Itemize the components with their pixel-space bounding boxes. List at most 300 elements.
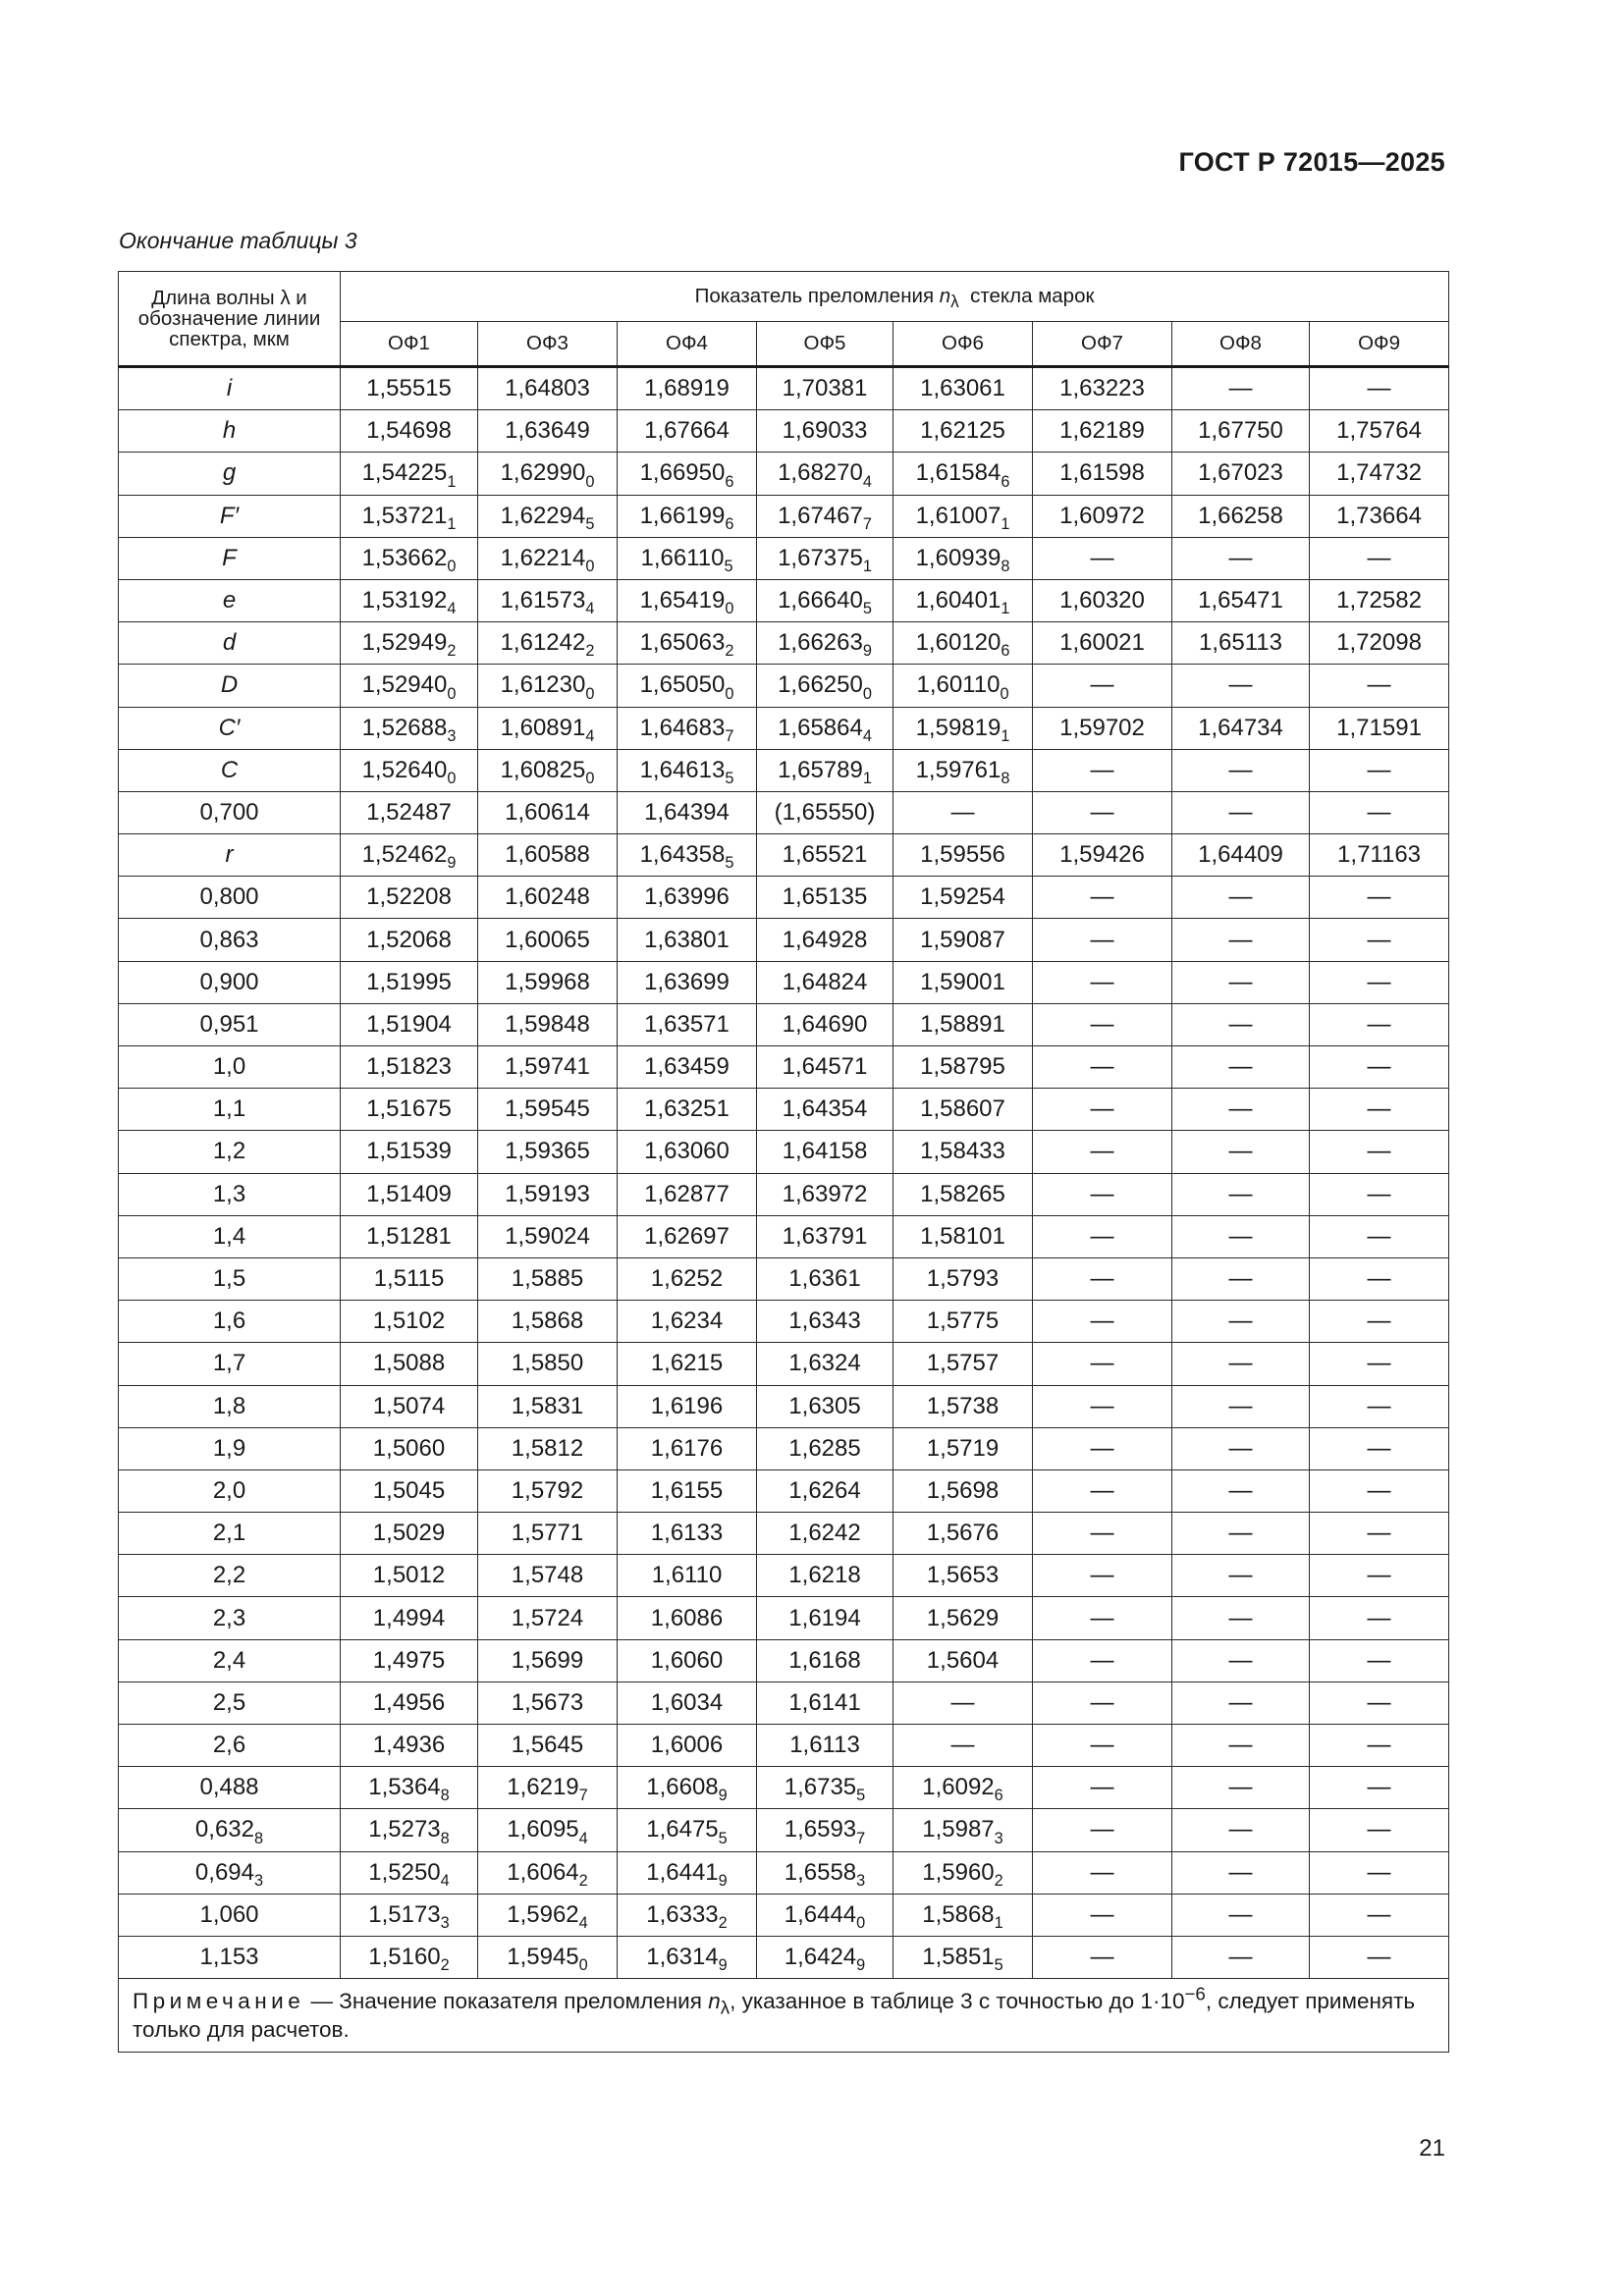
value-main: — xyxy=(1367,1222,1391,1250)
row-label xyxy=(119,1682,341,1724)
row-label xyxy=(119,1046,341,1089)
table-cell xyxy=(1310,410,1449,453)
value-main: 1,6196 xyxy=(650,1392,724,1419)
table-body xyxy=(119,367,1449,1979)
table-row xyxy=(119,579,1449,621)
table-cell xyxy=(478,1343,618,1385)
value-main: — xyxy=(1367,1604,1391,1631)
value-main: — xyxy=(1228,1265,1253,1293)
table-cell xyxy=(1172,791,1310,833)
table-cell xyxy=(618,579,757,621)
value-main: 1,63060 xyxy=(644,1138,730,1165)
value-main: 1,53721 xyxy=(361,502,448,529)
value-main: 1,62990 xyxy=(500,459,586,487)
row-label xyxy=(119,453,341,495)
table-cell xyxy=(478,1427,618,1469)
value-main: 1,5029 xyxy=(372,1520,446,1547)
table-cell xyxy=(1033,1809,1172,1851)
row-label xyxy=(119,1215,341,1257)
value-main: 1,60972 xyxy=(1059,502,1145,529)
value-main: 1,52949 xyxy=(361,629,448,657)
row-label xyxy=(119,1089,341,1131)
table-cell xyxy=(618,665,757,707)
value-main: 1,64613 xyxy=(639,756,726,783)
value-main: — xyxy=(1367,1816,1391,1843)
table-cell xyxy=(1172,453,1310,495)
row-label xyxy=(119,1809,341,1851)
value-subscript: 0 xyxy=(585,558,595,576)
value-subscript: 1 xyxy=(862,769,872,787)
row-label xyxy=(119,1513,341,1555)
value-main: 0,700 xyxy=(199,798,259,826)
value-main: — xyxy=(1228,1053,1253,1081)
table-cell xyxy=(618,791,757,833)
row-label xyxy=(119,1257,341,1300)
table-cell xyxy=(893,453,1033,495)
table-cell xyxy=(893,1513,1033,1555)
value-main: 1,060 xyxy=(199,1900,259,1928)
table-cell xyxy=(478,1003,618,1045)
value-subscript: 5 xyxy=(862,600,872,618)
value-main: 1,6060 xyxy=(650,1646,724,1674)
table-cell xyxy=(1172,1385,1310,1427)
value-main: 1,64928 xyxy=(782,926,868,953)
value-main: F′ xyxy=(219,502,240,529)
value-main: 1,0 xyxy=(212,1053,246,1081)
value-main: 1,6361 xyxy=(788,1265,861,1293)
table-cell xyxy=(341,1469,478,1512)
row-label xyxy=(119,1639,341,1682)
table-cell xyxy=(893,1003,1033,1045)
row-label xyxy=(119,665,341,707)
table-cell xyxy=(893,1301,1033,1343)
table-cell xyxy=(618,1767,757,1809)
value-main: 1,63459 xyxy=(644,1053,730,1081)
value-main: — xyxy=(1090,1732,1114,1759)
value-subscript: 0 xyxy=(862,684,872,703)
value-main: 0,632 xyxy=(194,1816,254,1843)
value-main: 1,6168 xyxy=(788,1646,861,1674)
value-main: 1,5960 xyxy=(922,1858,995,1886)
value-subscript: 1 xyxy=(994,1914,1003,1933)
row-label xyxy=(119,749,341,791)
value-main: 1,6424 xyxy=(784,1944,857,1971)
value-subscript: 1 xyxy=(862,558,872,576)
table-cell xyxy=(341,1809,478,1851)
table-cell xyxy=(341,919,478,961)
table-cell xyxy=(1310,1215,1449,1257)
table-cell xyxy=(478,1215,618,1257)
value-main: 1,6095 xyxy=(507,1816,579,1843)
table-cell xyxy=(478,1767,618,1809)
table-cell xyxy=(1172,1173,1310,1215)
table-cell xyxy=(1310,1257,1449,1300)
table-row xyxy=(119,1809,1449,1851)
value-main: — xyxy=(950,1732,975,1759)
value-main: 1,63972 xyxy=(782,1180,868,1207)
value-main: 1,62125 xyxy=(920,417,1005,445)
column-header: ОФ9 xyxy=(1310,322,1449,367)
row-label xyxy=(119,1555,341,1597)
table-cell xyxy=(893,1597,1033,1639)
value-main: — xyxy=(1367,756,1391,783)
table-cell xyxy=(478,1173,618,1215)
table-row xyxy=(119,1597,1449,1639)
table-cell xyxy=(757,877,893,919)
table-cell xyxy=(618,1046,757,1089)
table-cell xyxy=(757,1089,893,1131)
value-main: 1,61573 xyxy=(500,587,586,614)
table-cell xyxy=(341,453,478,495)
value-main: — xyxy=(1367,1944,1391,1971)
table-cell xyxy=(893,1936,1033,1978)
value-subscript: 7 xyxy=(725,726,734,745)
value-main: 1,6333 xyxy=(646,1900,719,1928)
table-cell xyxy=(1033,1513,1172,1555)
value-main: 1,5775 xyxy=(926,1308,1000,1335)
table-cell xyxy=(1033,1046,1172,1089)
value-main: — xyxy=(1367,375,1391,402)
value-main: 1,64803 xyxy=(505,375,590,402)
table-cell xyxy=(1033,1427,1172,1469)
table-cell xyxy=(618,1427,757,1469)
table-cell xyxy=(1172,1513,1310,1555)
table-cell xyxy=(618,877,757,919)
note-lead: Примечание xyxy=(133,1989,305,2014)
value-main: — xyxy=(1228,1858,1253,1886)
value-main: 1,63061 xyxy=(920,375,1005,402)
value-main: — xyxy=(1090,1434,1114,1462)
value-main: F xyxy=(222,544,237,571)
value-main: — xyxy=(1090,671,1114,699)
value-main: — xyxy=(1367,1774,1391,1801)
table-cell xyxy=(1310,1597,1449,1639)
value-main: 1,5115 xyxy=(373,1265,445,1293)
value-main: 1,59702 xyxy=(1059,714,1145,741)
table-cell xyxy=(341,1173,478,1215)
value-main: 1,6110 xyxy=(651,1562,723,1589)
table-cell xyxy=(1033,1851,1172,1894)
value-subscript: 0 xyxy=(447,769,457,787)
table-cell xyxy=(1033,367,1172,410)
table-cell xyxy=(478,1131,618,1173)
value-main: 0,900 xyxy=(199,968,259,995)
table-cell xyxy=(893,1851,1033,1894)
row-label xyxy=(119,579,341,621)
table-row xyxy=(119,1936,1449,1978)
table-cell xyxy=(757,1385,893,1427)
value-main: 1,6006 xyxy=(650,1732,724,1759)
value-subscript: 4 xyxy=(440,1871,450,1890)
table-row xyxy=(119,453,1449,495)
table-cell xyxy=(618,1851,757,1894)
table-cell xyxy=(478,1301,618,1343)
value-main: 1,4956 xyxy=(372,1688,446,1716)
value-main: 1,73664 xyxy=(1336,502,1422,529)
value-subscript: 0 xyxy=(585,769,595,787)
table-row xyxy=(119,1301,1449,1343)
table-cell xyxy=(1310,495,1449,537)
value-main: 1,69033 xyxy=(782,417,868,445)
value-main: 1,6343 xyxy=(788,1308,861,1335)
value-main: 1,6034 xyxy=(650,1688,724,1716)
table-row xyxy=(119,961,1449,1003)
value-main: 1,58607 xyxy=(920,1095,1005,1123)
table-cell xyxy=(1033,1894,1172,1936)
table-cell xyxy=(1172,1257,1310,1300)
table-cell xyxy=(1033,1767,1172,1809)
value-main: — xyxy=(1090,1180,1114,1207)
table-cell xyxy=(1172,1131,1310,1173)
value-main: 1,2 xyxy=(212,1138,246,1165)
table-cell xyxy=(618,453,757,495)
row-label xyxy=(119,495,341,537)
table-cell xyxy=(1310,877,1449,919)
table-cell xyxy=(478,495,618,537)
value-main: 1,54225 xyxy=(361,459,448,487)
table-cell xyxy=(478,1894,618,1936)
value-main: — xyxy=(1367,1646,1391,1674)
value-main: — xyxy=(1367,1688,1391,1716)
value-main: 1,62214 xyxy=(500,544,586,571)
row-label xyxy=(119,410,341,453)
table-cell xyxy=(893,1385,1033,1427)
table-cell xyxy=(478,877,618,919)
row-label xyxy=(119,1894,341,1936)
row-label xyxy=(119,707,341,749)
value-main: 1,65063 xyxy=(639,629,726,657)
table-cell xyxy=(1033,1301,1172,1343)
value-main: 1,65864 xyxy=(778,714,863,741)
value-main: — xyxy=(1090,926,1114,953)
table-cell xyxy=(1033,579,1172,621)
value-main: — xyxy=(1090,1095,1114,1123)
table-row xyxy=(119,1555,1449,1597)
table-cell xyxy=(1310,1046,1449,1089)
table-cell xyxy=(893,1257,1033,1300)
value-main: 1,5645 xyxy=(511,1732,584,1759)
table-cell xyxy=(757,1046,893,1089)
table-cell xyxy=(341,537,478,579)
value-main: 1,4994 xyxy=(372,1604,446,1631)
value-main: — xyxy=(1367,671,1391,699)
value-main: 2,0 xyxy=(212,1476,246,1504)
table-cell xyxy=(341,1131,478,1173)
table-cell xyxy=(893,749,1033,791)
table-cell xyxy=(1172,961,1310,1003)
value-main: 1,72098 xyxy=(1336,629,1422,657)
table-cell xyxy=(1310,919,1449,961)
value-main: — xyxy=(1367,1010,1391,1038)
value-subscript: 2 xyxy=(447,642,457,661)
value-main: 1,65521 xyxy=(782,841,868,869)
value-main: 1,7 xyxy=(212,1350,246,1377)
table-row xyxy=(119,1767,1449,1809)
value-main: — xyxy=(1367,1476,1391,1504)
table-cell xyxy=(1033,1257,1172,1300)
table-cell xyxy=(1172,1725,1310,1767)
value-main: 1,6441 xyxy=(646,1858,719,1886)
table-cell xyxy=(478,537,618,579)
value-main: 1,66250 xyxy=(778,671,863,699)
table-row xyxy=(119,1851,1449,1894)
note-text-3: , следует применять только для расчетов. xyxy=(133,1989,1416,2043)
group-label-prefix: Показатель преломления xyxy=(694,285,935,307)
refractive-index-table xyxy=(118,271,1449,2053)
value-main: 1,51904 xyxy=(366,1010,452,1038)
value-main: 1,5945 xyxy=(507,1944,579,1971)
value-main: 1,66258 xyxy=(1198,502,1283,529)
table-cell xyxy=(893,1427,1033,1469)
note-symbol: n xyxy=(708,1989,721,2014)
table-cell xyxy=(618,707,757,749)
value-main: i xyxy=(226,375,233,402)
value-main: — xyxy=(1367,1308,1391,1335)
value-main: — xyxy=(1228,1604,1253,1631)
table-cell xyxy=(757,1301,893,1343)
table-cell xyxy=(1310,367,1449,410)
value-main: — xyxy=(1090,1688,1114,1716)
value-main: — xyxy=(1228,1646,1253,1674)
table-cell xyxy=(1033,1682,1172,1724)
value-main: 1,5748 xyxy=(511,1562,584,1589)
value-main: 1,60614 xyxy=(505,798,590,826)
table-cell xyxy=(1310,1513,1449,1555)
page-number: 21 xyxy=(1419,2135,1445,2162)
table-row xyxy=(119,1215,1449,1257)
value-subscript: 4 xyxy=(585,600,595,618)
table-cell xyxy=(1310,579,1449,621)
value-main: 1,63251 xyxy=(644,1095,730,1123)
value-main: 1,52487 xyxy=(366,798,452,826)
value-main: 1,6475 xyxy=(646,1816,719,1843)
value-main: 1,6285 xyxy=(788,1434,861,1462)
value-main: — xyxy=(1228,1816,1253,1843)
value-main: 1,5604 xyxy=(926,1646,1000,1674)
value-main: 1,153 xyxy=(199,1944,259,1971)
table-cell xyxy=(618,1257,757,1300)
value-main: 1,6113 xyxy=(789,1732,860,1759)
value-main: 1,59968 xyxy=(505,968,590,995)
value-main: 1,5173 xyxy=(368,1900,441,1928)
value-main: — xyxy=(1090,756,1114,783)
table-cell xyxy=(1033,1385,1172,1427)
table-cell xyxy=(1310,1343,1449,1385)
table-cell xyxy=(893,791,1033,833)
table-row xyxy=(119,1343,1449,1385)
table-cell xyxy=(1033,961,1172,1003)
table-row xyxy=(119,919,1449,961)
table-cell xyxy=(757,919,893,961)
table-cell xyxy=(341,1597,478,1639)
table-cell xyxy=(893,1767,1033,1809)
table-cell xyxy=(1310,1809,1449,1851)
row-label xyxy=(119,791,341,833)
value-main: 1,66110 xyxy=(640,544,725,571)
value-main: — xyxy=(1090,1138,1114,1165)
value-main: 1,5962 xyxy=(507,1900,579,1928)
value-subscript: 3 xyxy=(253,1871,264,1890)
value-subscript: 0 xyxy=(585,472,595,491)
value-main: 1,63996 xyxy=(644,883,730,911)
table-cell xyxy=(1310,1469,1449,1512)
value-main: — xyxy=(1367,1180,1391,1207)
value-main: 1,66263 xyxy=(778,629,863,657)
table-cell xyxy=(757,1173,893,1215)
table-cell xyxy=(618,1301,757,1343)
value-main: C′ xyxy=(218,714,241,741)
table-cell xyxy=(1033,707,1172,749)
row-label xyxy=(119,367,341,410)
value-main: — xyxy=(1228,1732,1253,1759)
table-cell xyxy=(618,1555,757,1597)
value-main: 1,5653 xyxy=(926,1562,1000,1589)
value-main: 1,66950 xyxy=(639,459,726,487)
value-main: — xyxy=(1367,1053,1391,1081)
value-main: — xyxy=(1228,1392,1253,1419)
table-cell xyxy=(1172,834,1310,877)
row-label xyxy=(119,1936,341,1978)
value-main: — xyxy=(1367,544,1391,571)
value-main: D xyxy=(220,671,239,699)
value-main: — xyxy=(1228,1774,1253,1801)
value-subscript: 6 xyxy=(1001,472,1010,491)
value-main: 1,61007 xyxy=(915,502,1001,529)
table-row xyxy=(119,834,1449,877)
table-cell xyxy=(1172,1046,1310,1089)
table-row xyxy=(119,495,1449,537)
value-main: 1,6252 xyxy=(650,1265,724,1293)
table-cell xyxy=(893,1725,1033,1767)
table-cell xyxy=(1033,919,1172,961)
table-cell xyxy=(893,1343,1033,1385)
table-row xyxy=(119,1513,1449,1555)
value-main: — xyxy=(1228,1180,1253,1207)
table-cell xyxy=(1172,1682,1310,1724)
value-subscript: 1 xyxy=(447,514,457,533)
table-cell xyxy=(1172,1555,1310,1597)
table-cell xyxy=(618,1215,757,1257)
table-cell xyxy=(1033,1555,1172,1597)
table-cell xyxy=(893,834,1033,877)
value-subscript: 5 xyxy=(994,1956,1003,1975)
table-cell xyxy=(1310,537,1449,579)
value-subscript: 2 xyxy=(725,642,734,661)
table-cell xyxy=(618,622,757,665)
row-label xyxy=(119,622,341,665)
table-cell xyxy=(1172,707,1310,749)
table-cell xyxy=(1310,1936,1449,1978)
value-subscript: 5 xyxy=(585,514,595,533)
table-cell xyxy=(618,749,757,791)
value-main: 2,4 xyxy=(212,1646,246,1674)
value-main: 1,6064 xyxy=(507,1858,579,1886)
table-cell xyxy=(1172,410,1310,453)
table-cell xyxy=(757,1555,893,1597)
value-subscript: 4 xyxy=(447,600,457,618)
row-label xyxy=(119,537,341,579)
table-cell xyxy=(893,537,1033,579)
value-subscript: 0 xyxy=(447,558,457,576)
table-note xyxy=(119,1979,1449,2053)
table-row xyxy=(119,622,1449,665)
value-main: 1,1 xyxy=(212,1095,246,1123)
value-main: — xyxy=(1228,671,1253,699)
value-main: — xyxy=(1090,1010,1114,1038)
value-main: — xyxy=(1367,1858,1391,1886)
table-cell xyxy=(893,877,1033,919)
value-subscript: 2 xyxy=(440,1956,450,1975)
